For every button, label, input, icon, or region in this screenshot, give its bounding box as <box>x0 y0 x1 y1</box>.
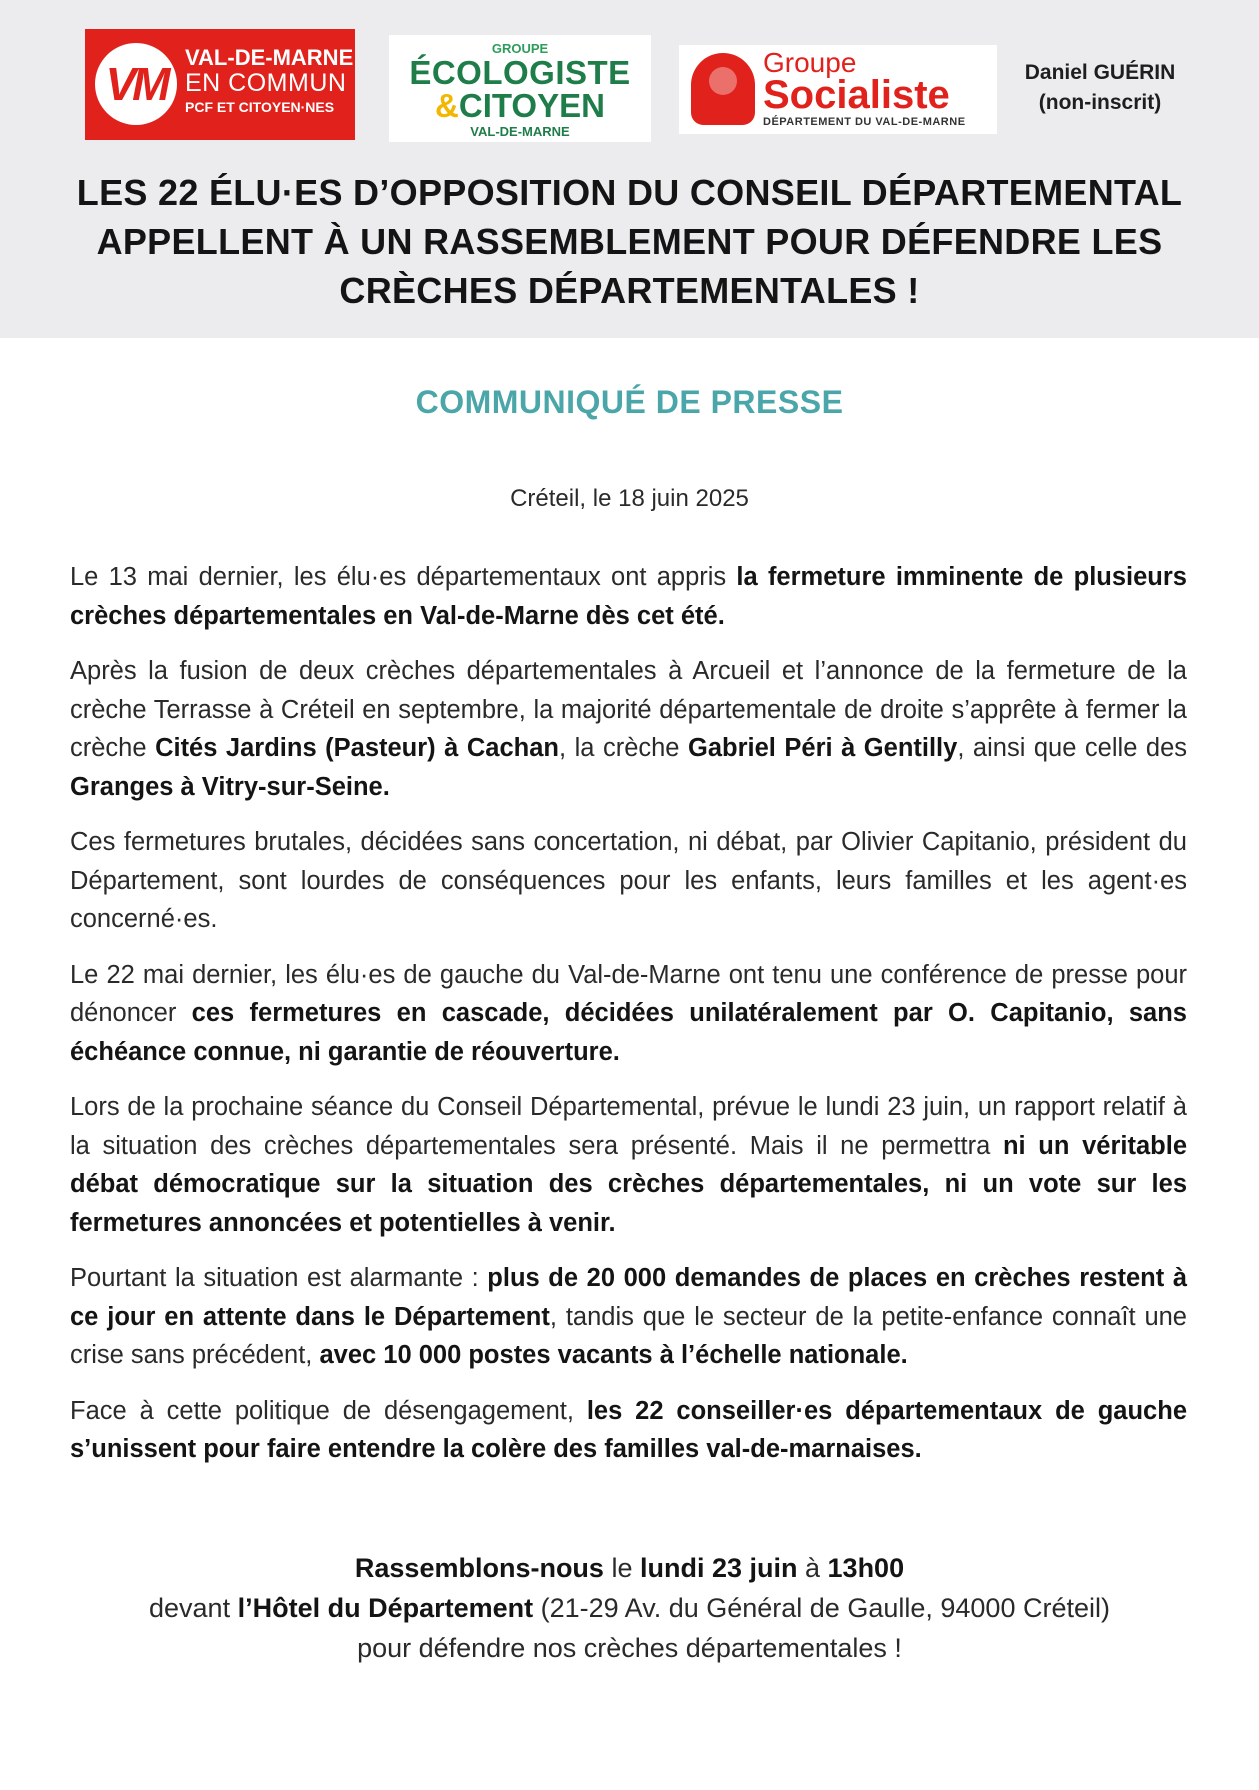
p4-text: Le 22 mai dernier, les élu·es de gauche du Val-de-Marne ont tenu une conférence de presse pour dénoncer <box>70 960 1187 1027</box>
p2-text-2: , la crèche <box>559 734 689 762</box>
p2-bold-1: Cités Jardins (Pasteur) à Cachan <box>155 734 559 762</box>
soc-logo-line1: Groupe <box>763 47 857 78</box>
p1-text: Le 13 mai dernier, les élu·es départementaux ont appris <box>70 563 737 591</box>
eco-logo-line3: CITOYEN <box>458 87 605 124</box>
p6-bold-2: avec 10 000 postes vacants à l’échelle nationale. <box>319 1341 908 1369</box>
groupe-ecologiste-logo <box>389 35 651 142</box>
paragraph-6 <box>70 1259 1187 1375</box>
p5-text: Lors de la prochaine séance du Conseil Départemental, prévue le lundi 23 juin, un rapport relatif à la situation des crèches départementales sera présenté. Mais il ne permettra <box>70 1093 1187 1160</box>
closing-le: le <box>603 1553 640 1583</box>
vm-logo-line1: VAL-DE-MARNE <box>185 45 354 70</box>
paragraph-2 <box>70 652 1187 806</box>
closing-rassemblons: Rassemblons-nous <box>354 1553 604 1583</box>
soc-logo-line3: DÉPARTEMENT DU VAL-DE-MARNE <box>763 116 966 128</box>
page-title: LES 22 ÉLU·ES D’OPPOSITION DU CONSEIL DÉPARTEMENTAL APPELLENT À UN RASSEMBLEMENT POUR DÉFENDRE LES CRÈCHES DÉPARTEMENTALES ! <box>76 172 1183 311</box>
date-line: Créteil, le 18 juin 2025 <box>510 485 749 512</box>
p6-text-2: , tandis que le secteur de la petite-enfance connaît une crise sans précédent, <box>70 1302 1187 1369</box>
p2-text-1: Après la fusion de deux crèches départementales à Arcueil et l’annonce de la fermeture de la crèche Terrasse à Créteil en septembre, la majorité départementale de droite s’apprête à fermer la crèche <box>70 657 1187 762</box>
p2-bold-3: Granges à Vitry-sur-Seine. <box>70 772 390 801</box>
paragraph-1 <box>70 558 1187 635</box>
press-release-label: COMMUNIQUÉ DE PRESSE <box>415 384 844 420</box>
closing-line-2 <box>0 1588 1259 1628</box>
guerin-status: (non-inscrit) <box>1038 91 1162 114</box>
closing-venue: l’Hôtel du Département <box>237 1593 534 1623</box>
groupe-socialiste-logo <box>679 45 997 134</box>
closing-date: lundi 23 juin <box>639 1553 798 1583</box>
closing-time: 13h00 <box>827 1553 905 1583</box>
rose-fist-icon <box>691 53 755 125</box>
val-de-marne-en-commun-logo <box>85 29 355 140</box>
soc-logo-line2: Socialiste <box>763 73 950 117</box>
closing-call-to-action <box>0 1548 1259 1668</box>
closing-address: (21-29 Av. du Général de Gaulle, 94000 Créteil) <box>533 1593 1110 1623</box>
paragraph-4 <box>70 956 1187 1072</box>
p2-text-3: , ainsi que celle des <box>957 734 1188 762</box>
p7-bold: les 22 conseiller·es départementaux de gauche s’unissent pour faire entendre la colère des familles val-de-marnaises. <box>70 1396 1188 1463</box>
guerin-name: Daniel GUÉRIN <box>1024 61 1176 84</box>
p6-bold-1: plus de 20 000 demandes de places en crèches restent à ce jour en attente dans le Département <box>70 1264 1187 1331</box>
header-banner <box>0 0 1259 338</box>
p2-bold-2: Gabriel Péri à Gentilly <box>688 734 958 762</box>
paragraph-3 <box>70 823 1187 939</box>
daniel-guerin-label <box>1010 58 1190 118</box>
p3-text: Ces fermetures brutales, décidées sans concertation, ni débat, par Olivier Capitanio, président du Département, sont lourdes de conséquences pour les enfants, leurs familles et les agent·es concerné·es. <box>70 828 1187 933</box>
p1-bold: la fermeture imminente de plusieurs crèches départementales en Val-de-Marne dès cet été. <box>70 563 1187 630</box>
paragraph-5 <box>70 1088 1187 1242</box>
p7-text: Face à cette politique de désengagement, <box>70 1396 587 1425</box>
vm-logo-line3: PCF ET CITOYEN·NES <box>185 99 335 115</box>
eco-logo-line1: GROUPE <box>491 41 549 56</box>
closing-devant: devant <box>149 1593 238 1623</box>
vm-logo-line2: EN COMMUN <box>185 69 347 97</box>
eco-logo-line4: VAL-DE-MARNE <box>470 124 570 139</box>
closing-line-1 <box>0 1548 1259 1588</box>
eco-logo-line2: ÉCOLOGISTE <box>409 54 631 91</box>
paragraph-7 <box>70 1392 1187 1469</box>
closing-a: à <box>797 1553 828 1583</box>
eco-logo-amp: & <box>435 87 459 124</box>
p4-bold: ces fermetures en cascade, décidées unilatéralement par O. Capitanio, sans échéance connue, ni garantie de réouverture. <box>70 999 1187 1066</box>
closing-line-3: pour défendre nos crèches départementales ! <box>357 1633 902 1663</box>
vm-mark-icon: VM <box>95 43 177 125</box>
p6-text-1: Pourtant la situation est alarmante : <box>70 1264 488 1292</box>
body-text <box>70 558 1187 1486</box>
p5-bold: ni un véritable débat démocratique sur la situation des crèches départementales, ni un vote sur les fermetures annoncées et potentielles à venir. <box>70 1131 1187 1237</box>
